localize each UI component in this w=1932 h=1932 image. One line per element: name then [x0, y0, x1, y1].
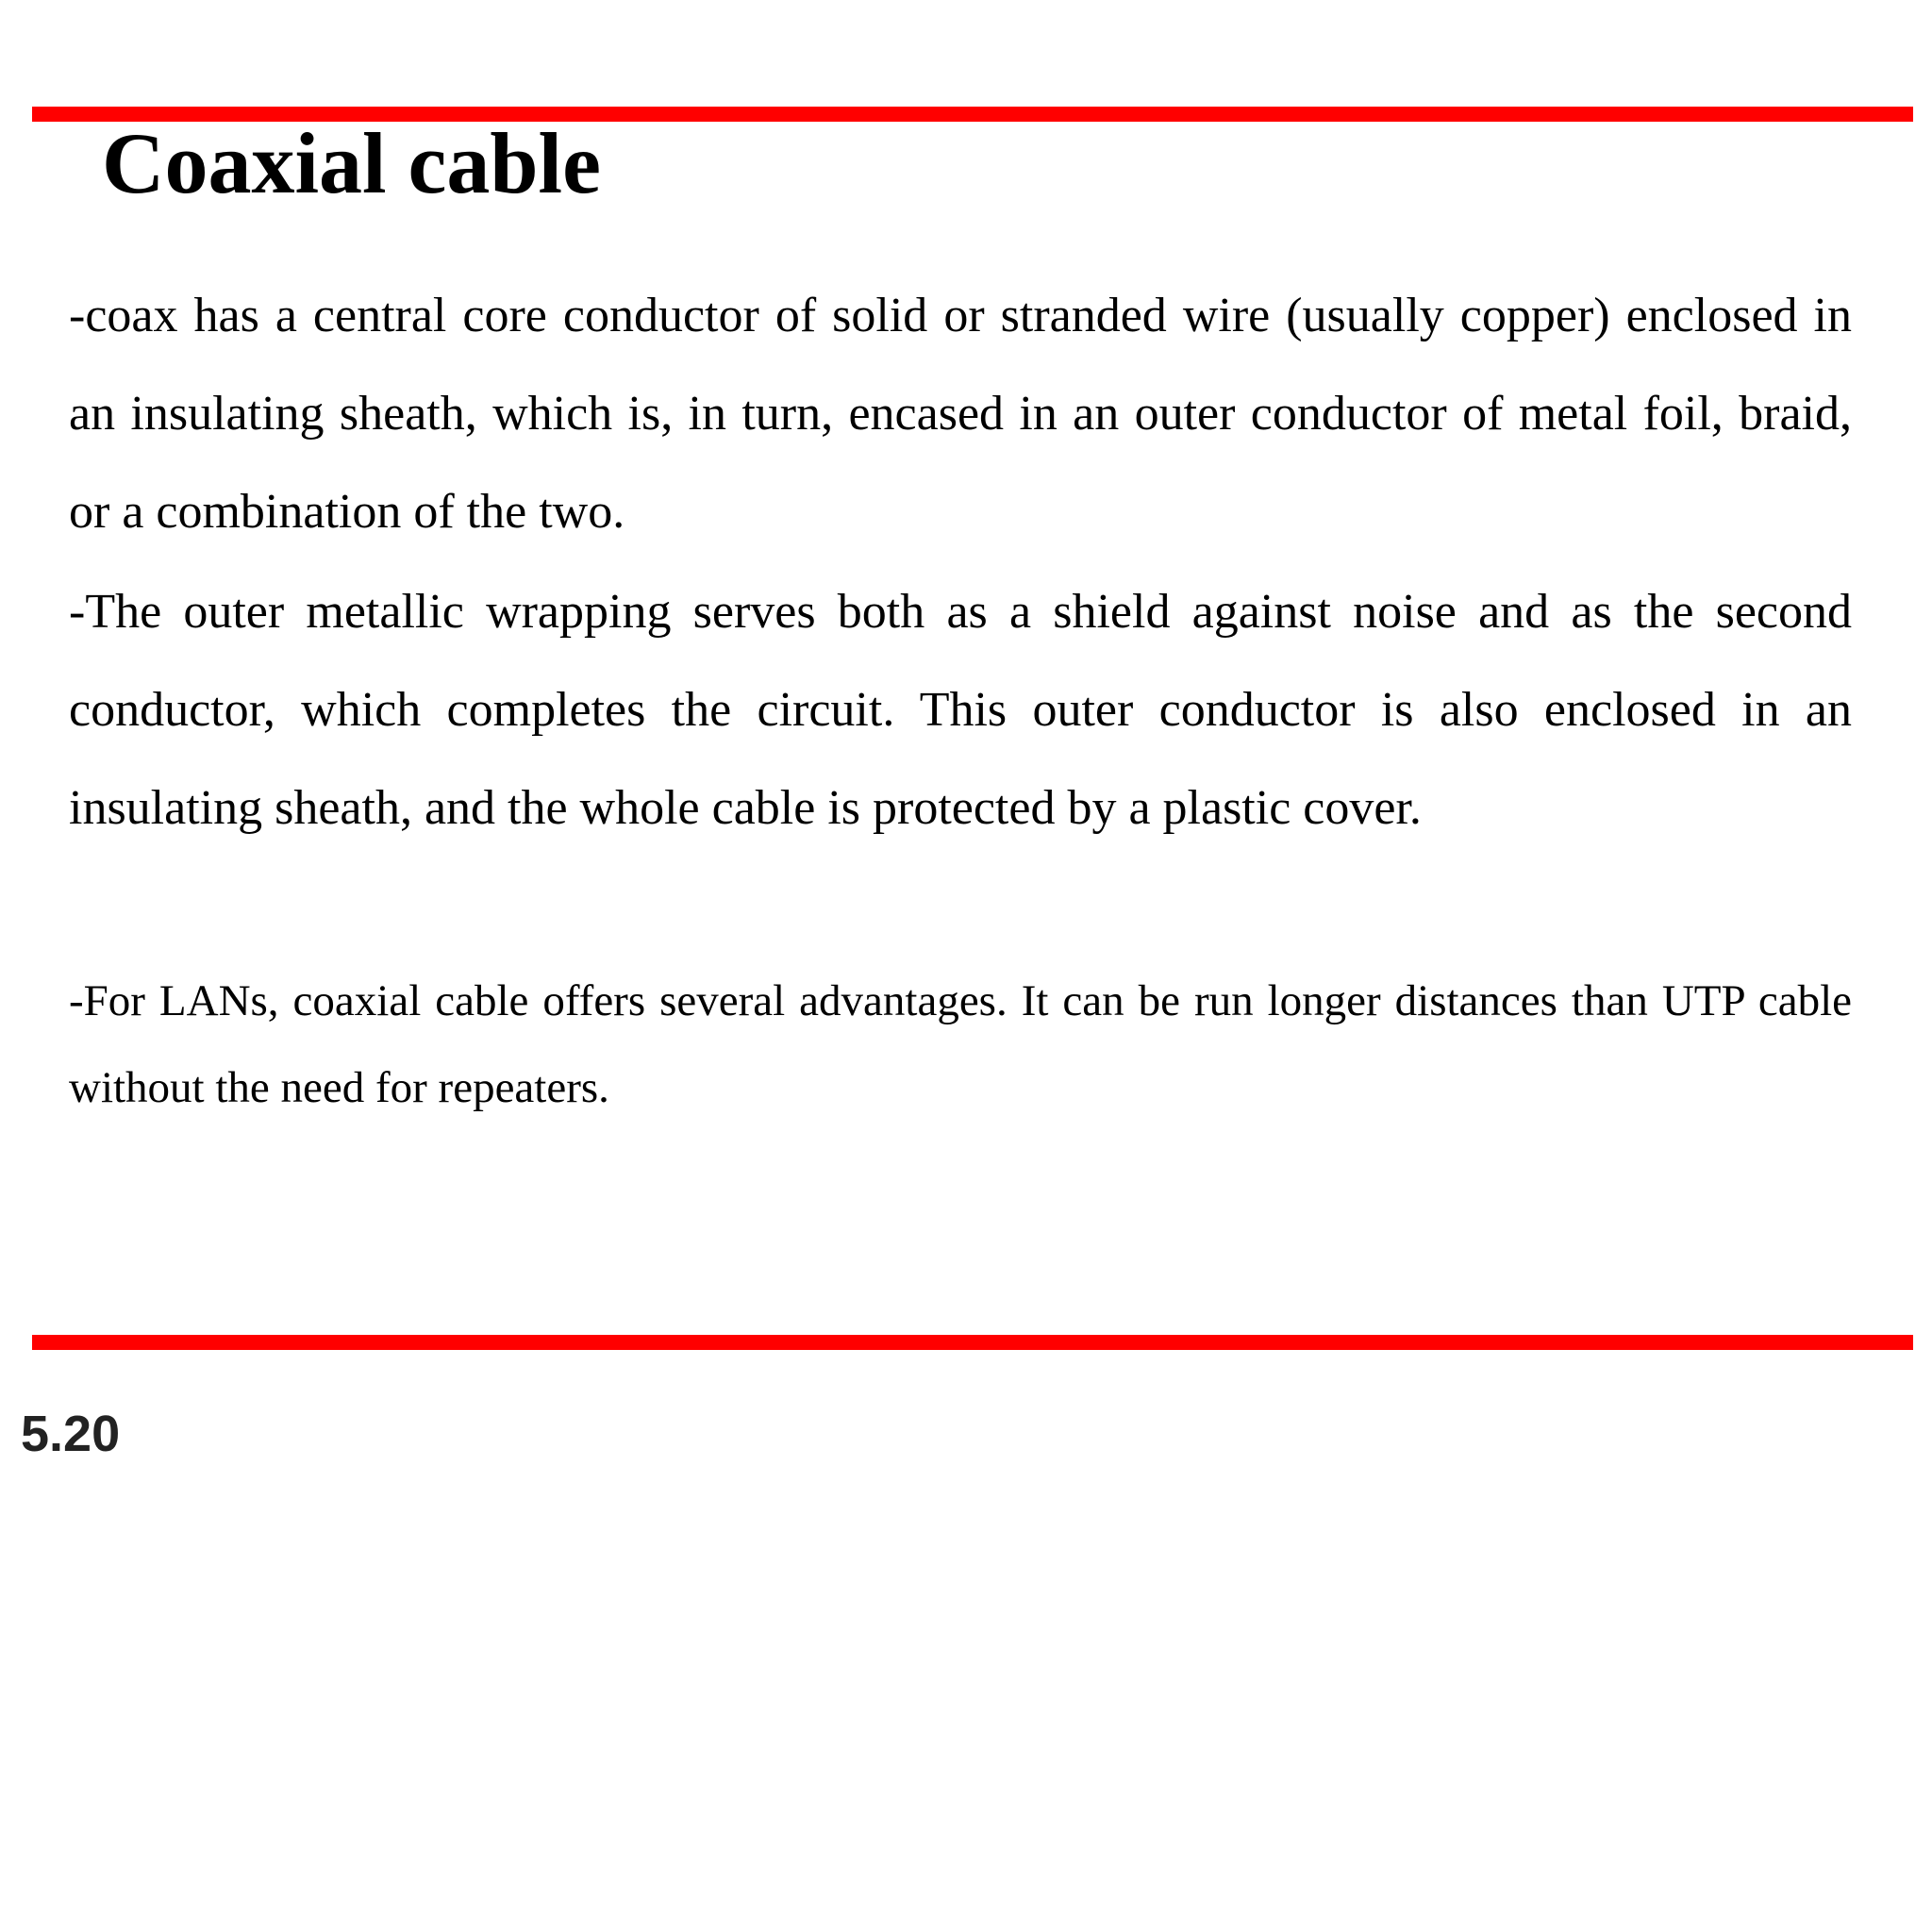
paragraph-lan-advantages: -For LANs, coaxial cable offers several advantages. It can be run longer distances than UTP cable without the need for repeaters. — [69, 976, 1852, 1112]
slide-title: Coaxial cable — [102, 115, 601, 211]
bottom-red-rule — [32, 1335, 1913, 1350]
paragraph-core-conductor: -coax has a central core conductor of solid or stranded wire (usually copper) enclosed in an insulating sheath, which is, in turn, encased in an outer conductor of metal foil, braid, or a combination of the two. — [69, 289, 1852, 539]
slide-number: 5.20 — [21, 1406, 121, 1462]
paragraph-outer-wrapping: -The outer metallic wrapping serves both as a shield against noise and as the second conductor, which completes the circuit. This outer conductor is also enclosed in an insulating sheath, and the whole cable is protected by a plastic cover. — [69, 585, 1852, 835]
